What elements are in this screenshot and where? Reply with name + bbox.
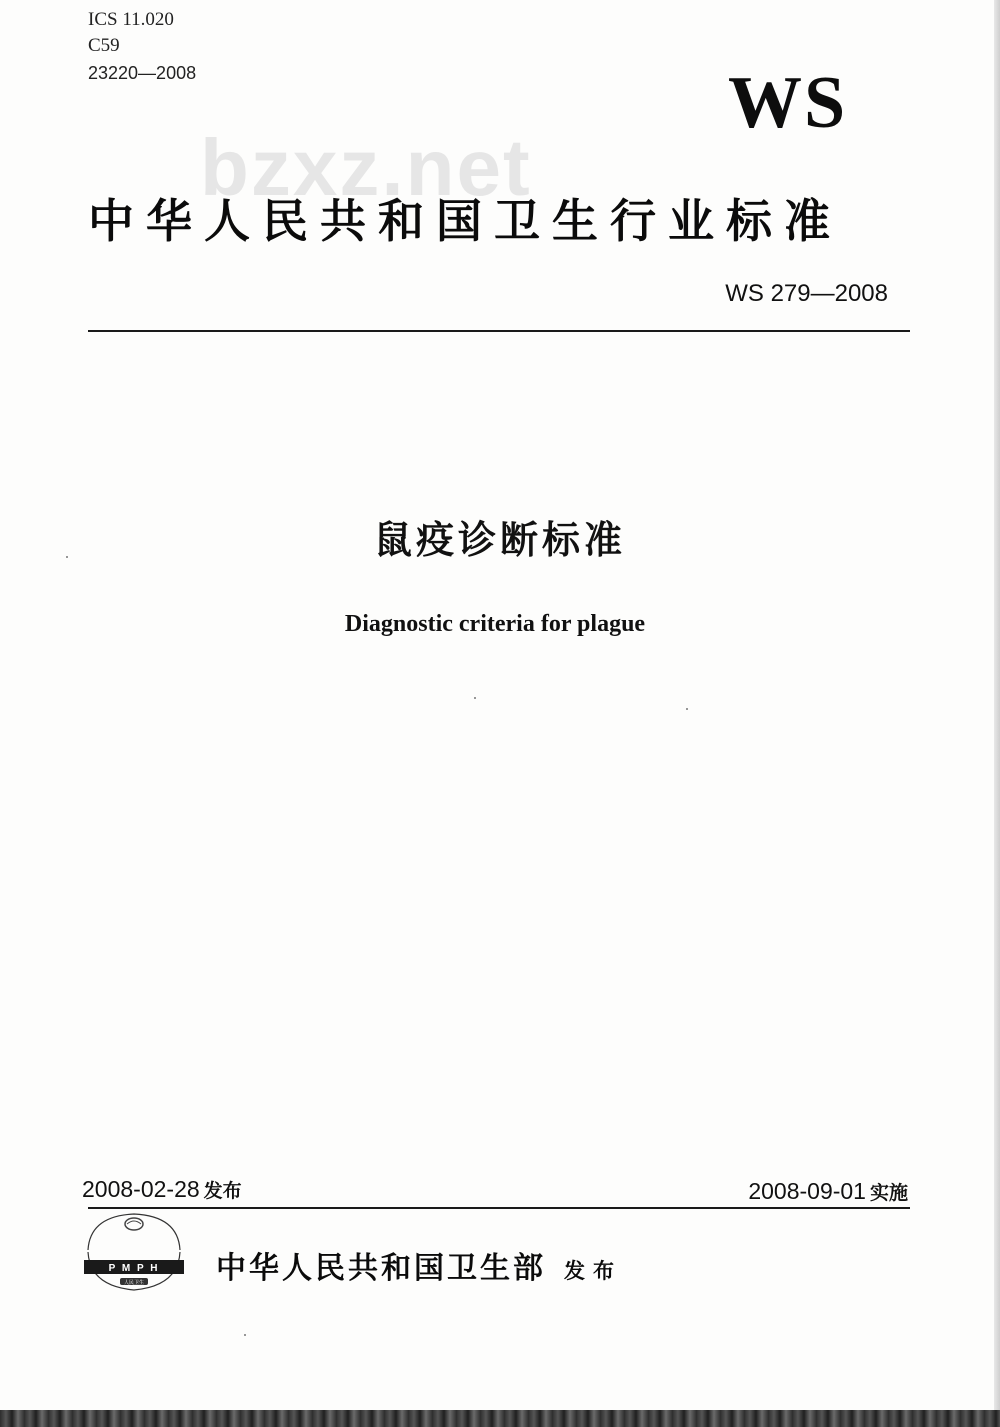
page-edge-shadow xyxy=(994,0,1000,1410)
scan-speck xyxy=(66,556,68,558)
publisher-logo-icon xyxy=(80,1210,188,1292)
record-number: 23220—2008 xyxy=(88,63,197,83)
publisher-logo-letters: P M P H xyxy=(108,1263,160,1274)
effective-date-block xyxy=(748,1180,908,1203)
release-date-block xyxy=(82,1178,242,1201)
scan-speck xyxy=(244,1334,246,1336)
classification-code: C59 xyxy=(88,35,120,56)
standard-number: WS 279—2008 xyxy=(725,280,888,307)
issuer-action: 发布 xyxy=(564,1259,622,1283)
scan-speck xyxy=(686,708,688,710)
header-divider xyxy=(88,330,910,332)
issuer-line xyxy=(216,1251,622,1286)
effective-date: 2008-09-01 xyxy=(748,1178,866,1204)
release-label: 发布 xyxy=(203,1180,242,1202)
scan-speck xyxy=(474,697,476,699)
site-watermark: bzxz.net xyxy=(200,123,532,212)
ics-code: ICS 11.020 xyxy=(88,9,174,30)
standard-type-heading: 中华人民共和国卫生行业标准 xyxy=(88,194,842,248)
ws-standard-logo: WS xyxy=(728,62,848,144)
issuing-authority: 中华人民共和国卫生部 xyxy=(216,1251,546,1286)
footer-divider xyxy=(88,1207,910,1209)
scan-bottom-strip xyxy=(0,1410,1000,1427)
document-title-chinese: 鼠疫诊断标准 xyxy=(373,518,626,562)
release-date: 2008-02-28 xyxy=(82,1176,200,1202)
publisher-logo-subtext: 人民卫生 xyxy=(123,1280,145,1286)
document-title-english: Diagnostic criteria for plague xyxy=(344,611,646,637)
effective-label: 实施 xyxy=(869,1182,908,1204)
